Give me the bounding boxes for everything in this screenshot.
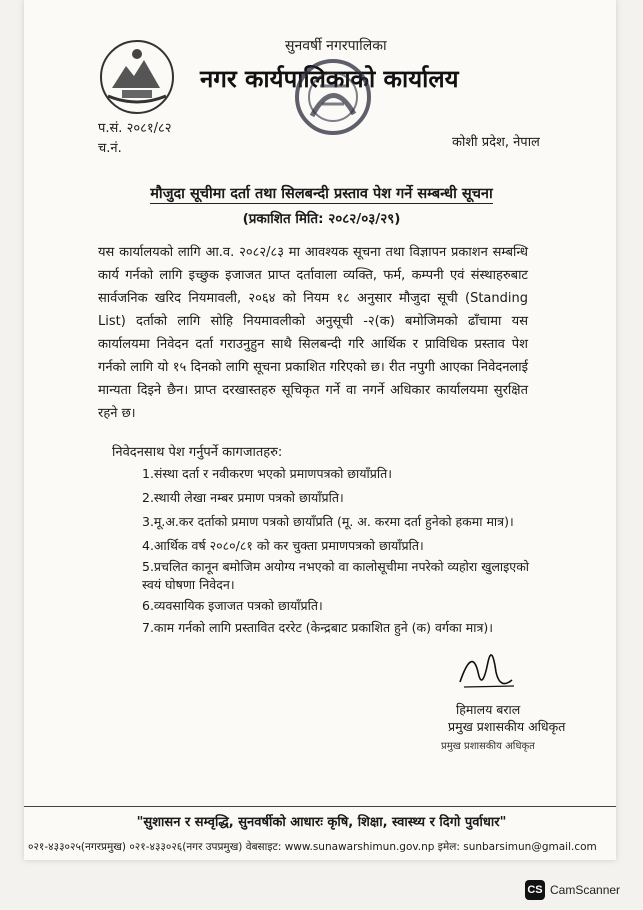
signatory-title: प्रमुख प्रशासकीय अधिकृत (448, 719, 566, 734)
document-item: 4.आर्थिक वर्ष २०८०/८१ को कर चुक्ता प्रमाणपत्रको छायाँप्रति। (142, 538, 424, 553)
province-address: कोशी प्रदेश, नेपाल (452, 135, 540, 150)
document-item: 2.स्थायी लेखा नम्बर प्रमाण पत्रको छायाँप्रति। (142, 490, 344, 505)
camscanner-label: CamScanner (550, 883, 621, 897)
published-date: (प्रकाशित मिति: २०८२/०३/२९) (242, 211, 401, 227)
document-item: 6.व्यवसायिक इजाजत पत्रको छायाँप्रति। (142, 598, 323, 613)
notice-title (0, 183, 643, 203)
document-item: 3.मू.अ.कर दर्ताको प्रमाण पत्रको छायाँप्रति (मू. अ. करमा दर्ता हुनेको हकमा मात्र)। (142, 514, 514, 529)
footer-contact: ०२१-४३३०२५(नगरप्रमुख) ०२१-४३३०२६(नगर उपप्रमुख) वेबसाइट: www.sunawarshimun.gov.np इमेल: sunbarsimun@gmail.com (28, 841, 597, 853)
notice-body: यस कार्यालयको लागि आ.व. २०८२/८३ मा आवश्यक सूचना तथा विज्ञापन प्रकाशन सम्बन्धि कार्य गर्नको लागि इच्छुक इजाजत प्राप्त दर्तावाला व्यक्ति, फर्म, कम्पनी एवं संस्थाहरुबाट सार्वजनिक खरिद नियमावली, २०६४ को नियम १८ अनुसार मौजुदा सूची (Standing List) दर्ताको लागि सोहि नियमावलीको अनुसूची -२(क) बमोजिमको ढाँचामा यस कार्यालयमा निवेदन दर्ता गराउनुहुन साथै सिलबन्दी गरि आर्थिक र प्राविधिक प्रस्ताव पेश गर्नको लागि यो १५ दिनको लागि सूचना प्रकाशित गरिएको छ। रीत नपुगी आएका निवेदनलाई मान्यता दिइने छैन। प्राप्त दरखास्तहरु सूचिकृत गर्ने वा नगर्ने अधिकार कार्यालयमा सुरक्षित रहने छ। (98, 245, 528, 421)
signatory-name: हिमालय बराल (456, 702, 521, 717)
documents-heading: निवेदनसाथ पेश गर्नुपर्ने कागजातहरु: (112, 445, 283, 460)
signature-icon (452, 642, 522, 697)
document-item: 7.काम गर्नको लागि प्रस्तावित दररेट (केन्द्रबाट प्रकाशित हुने (क) वर्गका मात्र)। (142, 620, 494, 635)
document-item: 5.प्रचलित कानून बमोजिम अयोग्य नभएको वा कालोसूचीमा नपरेको व्यहोरा खुलाइएको स्वयं घोषणा निवेदन। (142, 559, 530, 592)
notice-title-text: मौजुदा सूचीमा दर्ता तथा सिलबन्दी प्रस्ताव पेश गर्ने सम्बन्धी सूचना (150, 186, 493, 202)
office-name: नगर कार्यपालिकाको कार्यालय (200, 65, 459, 93)
office-stamp-icon (292, 56, 374, 138)
footer-divider (24, 806, 616, 807)
nepal-emblem-icon (98, 38, 176, 116)
camscanner-logo-icon: CS (525, 880, 545, 900)
signatory-stamp: प्रमुख प्रशासकीय अधिकृत (441, 741, 535, 752)
dispatch-number: च.नं. (98, 141, 122, 156)
reference-number: प.सं. २०८१/८२ (98, 121, 172, 136)
footer-slogan: "सुशासन र सम्वृद्धि, सुनवर्षीको आधारः कृषि, शिक्षा, स्वास्थ्य र दिगो पुर्वाधार" (136, 815, 507, 830)
municipality-name: सुनवर्षी नगरपालिका (285, 38, 387, 54)
document-item: 1.संस्था दर्ता र नवीकरण भएको प्रमाणपत्रको छायाँप्रति। (142, 466, 392, 481)
